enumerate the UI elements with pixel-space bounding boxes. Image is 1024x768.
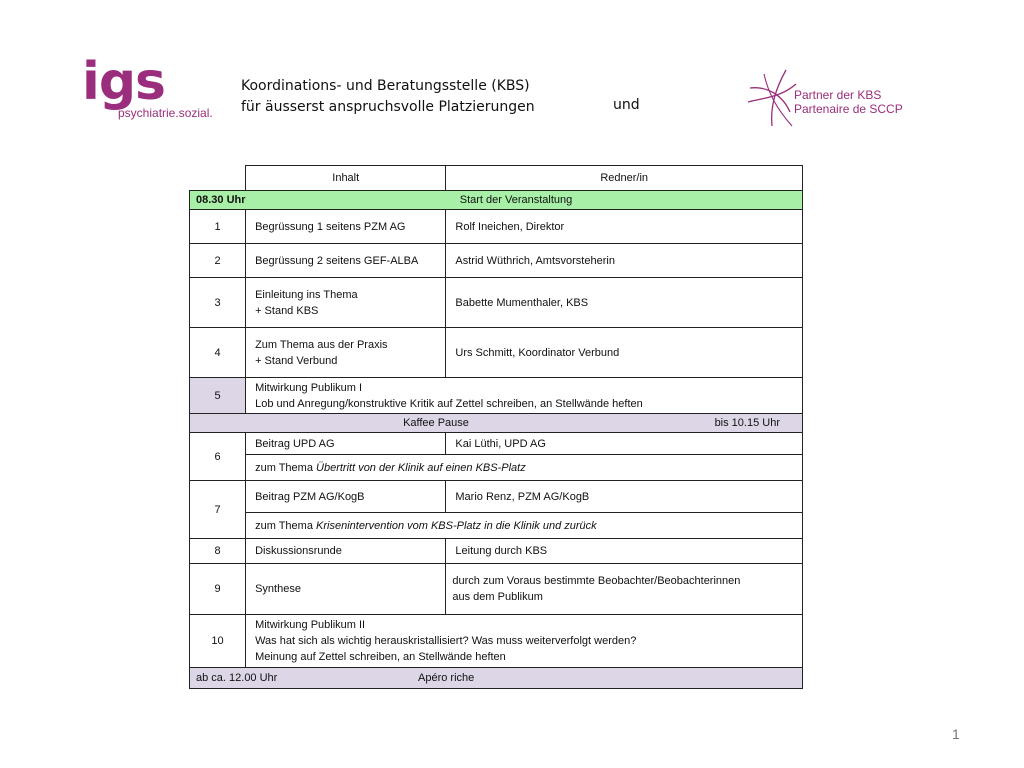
igs-logo-tagline: psychiatrie.sozial.	[118, 106, 213, 120]
header-inhalt: Inhalt	[246, 166, 446, 191]
row-inhalt: Beitrag UPD AG	[246, 433, 446, 455]
row-mitwirkung	[246, 378, 803, 414]
header-blank	[190, 166, 246, 191]
row-number: 7	[190, 481, 246, 539]
partner-line-2: Partenaire de SCCP	[794, 102, 903, 116]
row-number: 4	[190, 328, 246, 378]
table-row	[190, 615, 803, 668]
title-line-1: Koordinations- und Beratungsstelle (KBS)	[241, 78, 530, 94]
row-redner: Kai Lüthi, UPD AG	[446, 433, 803, 455]
thema-prefix: zum Thema	[255, 519, 313, 532]
title-line-2: für äusserst anspruchsvolle Platzierungen	[241, 99, 535, 115]
start-time: 08.30 Uhr	[196, 194, 246, 206]
row-inhalt: Beitrag PZM AG/KogB	[246, 481, 446, 513]
partner-logo	[746, 68, 916, 130]
row-number: 10	[190, 615, 246, 668]
row-inhalt: Synthese	[246, 564, 446, 615]
igs-logo-mark: igs	[82, 52, 165, 112]
mitwirkung-text-1: Was hat sich als wichtig herauskristallisiert? Was muss weiterverfolgt werden?	[255, 635, 637, 647]
end-label: Apéro riche	[418, 672, 475, 684]
row-number: 6	[190, 433, 246, 481]
document-title	[241, 76, 535, 118]
partner-line-1: Partner der KBS	[794, 88, 882, 102]
agenda-table	[189, 165, 803, 689]
row-redner-line-2: aus dem Publikum	[452, 591, 543, 603]
row-number: 2	[190, 244, 246, 278]
row-inhalt	[246, 278, 446, 328]
table-row-thema	[190, 513, 803, 539]
start-row	[190, 191, 803, 210]
row-number: 8	[190, 539, 246, 564]
table-row	[190, 378, 803, 414]
pause-label: Kaffee Pause	[403, 417, 469, 429]
table-row-thema	[190, 455, 803, 481]
row-number: 3	[190, 278, 246, 328]
table-row	[190, 328, 803, 378]
end-row	[190, 668, 803, 689]
row-mitwirkung	[246, 615, 803, 668]
mitwirkung-text-2: Meinung auf Zettel schreiben, an Stellwände heften	[255, 651, 506, 663]
table-row	[190, 278, 803, 328]
row-redner: Leitung durch KBS	[446, 539, 803, 564]
start-label: Start der Veranstaltung	[459, 194, 573, 206]
table-row	[190, 564, 803, 615]
row-redner-line-1: durch zum Voraus bestimmte Beobachter/Beobachterinnen	[452, 575, 741, 587]
row-inhalt-line-2: + Stand Verbund	[255, 354, 338, 367]
mitwirkung-title: Mitwirkung Publikum II	[255, 619, 366, 631]
row-redner: Babette Mumenthaler, KBS	[446, 278, 803, 328]
mitwirkung-text: Lob und Anregung/konstruktive Kritik auf Zettel schreiben, an Stellwände heften	[255, 397, 643, 410]
row-thema	[246, 455, 803, 481]
row-inhalt	[246, 328, 446, 378]
row-redner: Mario Renz, PZM AG/KogB	[446, 481, 803, 513]
row-redner: Urs Schmitt, Koordinator Verbund	[446, 328, 803, 378]
row-inhalt: Begrüssung 2 seitens GEF-ALBA	[246, 244, 446, 278]
row-inhalt: Diskussionsrunde	[246, 539, 446, 564]
pause-row	[190, 414, 803, 433]
title-und: und	[613, 97, 640, 113]
thema-prefix: zum Thema	[255, 461, 313, 474]
table-row	[190, 210, 803, 244]
table-row	[190, 481, 803, 513]
row-number: 9	[190, 564, 246, 615]
mitwirkung-title: Mitwirkung Publikum I	[255, 381, 363, 394]
table-row	[190, 539, 803, 564]
table-row	[190, 433, 803, 455]
row-inhalt: Begrüssung 1 seitens PZM AG	[246, 210, 446, 244]
thema-text: Übertritt von der Klinik auf einen KBS-Platz	[316, 461, 526, 474]
header-redner: Redner/in	[446, 166, 803, 191]
row-inhalt-line-1: Zum Thema aus der Praxis	[255, 338, 388, 351]
row-inhalt-line-1: Einleitung ins Thema	[255, 288, 358, 301]
row-redner: Astrid Wüthrich, Amtsvorsteherin	[446, 244, 803, 278]
row-redner	[446, 564, 803, 615]
page-number: 1	[952, 726, 960, 742]
row-number: 1	[190, 210, 246, 244]
igs-logo	[82, 52, 222, 128]
row-inhalt-line-2: + Stand KBS	[255, 304, 319, 317]
pause-until: bis 10.15 Uhr	[714, 417, 780, 429]
table-row	[190, 244, 803, 278]
row-number: 5	[190, 378, 246, 414]
row-redner: Rolf Ineichen, Direktor	[446, 210, 803, 244]
thema-text: Krisenintervention vom KBS-Platz in die Klinik und zurück	[316, 519, 597, 532]
table-header-row	[190, 166, 803, 191]
end-time: ab ca. 12.00 Uhr	[196, 672, 278, 684]
row-thema	[246, 513, 803, 539]
